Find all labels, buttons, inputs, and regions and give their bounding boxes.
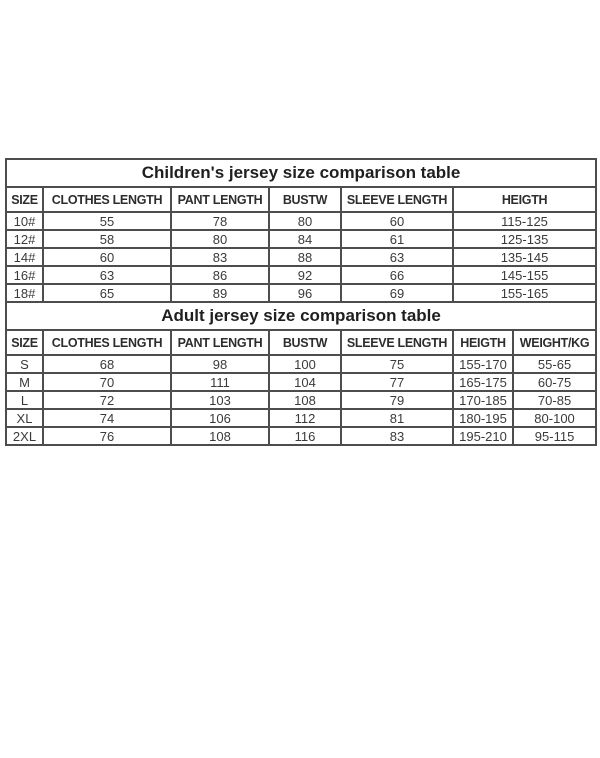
cell-size: 12# [6,230,43,248]
cell-weight: 95-115 [513,427,596,445]
cell-weight: 60-75 [513,373,596,391]
adult-row-2xl [6,427,596,445]
cell-pant-length: 108 [171,427,269,445]
children-header-clothes-length: CLOTHES LENGTH [43,187,171,212]
children-header-bustw: BUSTW [269,187,341,212]
cell-sleeve-length: 63 [341,248,453,266]
cell-heigth: 125-135 [453,230,596,248]
cell-clothes-length: 74 [43,409,171,427]
cell-sleeve-length: 60 [341,212,453,230]
cell-size: M [6,373,43,391]
cell-clothes-length: 68 [43,355,171,373]
cell-pant-length: 106 [171,409,269,427]
cell-pant-length: 111 [171,373,269,391]
cell-sleeve-length: 81 [341,409,453,427]
adult-row-s [6,355,596,373]
children-row-12 [6,230,596,248]
cell-clothes-length: 76 [43,427,171,445]
cell-pant-length: 86 [171,266,269,284]
cell-clothes-length: 72 [43,391,171,409]
cell-clothes-length: 55 [43,212,171,230]
adult-header-size: SIZE [6,330,43,355]
children-row-18 [6,284,596,302]
cell-sleeve-length: 77 [341,373,453,391]
adult-title-row [6,302,596,330]
adult-table-title: Adult jersey size comparison table [6,302,596,330]
cell-sleeve-length: 79 [341,391,453,409]
adult-header-clothes-length: CLOTHES LENGTH [43,330,171,355]
size-chart-container [5,158,595,446]
cell-bustw: 100 [269,355,341,373]
children-row-14 [6,248,596,266]
cell-bustw: 116 [269,427,341,445]
cell-heigth: 135-145 [453,248,596,266]
cell-bustw: 96 [269,284,341,302]
cell-pant-length: 80 [171,230,269,248]
cell-pant-length: 89 [171,284,269,302]
cell-bustw: 80 [269,212,341,230]
cell-bustw: 88 [269,248,341,266]
cell-heigth: 155-165 [453,284,596,302]
children-header-pant-length: PANT LENGTH [171,187,269,212]
adult-row-m [6,373,596,391]
cell-heigth: 180-195 [453,409,513,427]
cell-pant-length: 103 [171,391,269,409]
cell-weight: 55-65 [513,355,596,373]
cell-heigth: 195-210 [453,427,513,445]
adult-header-pant-length: PANT LENGTH [171,330,269,355]
adult-header-bustw: BUSTW [269,330,341,355]
children-header-heigth: HEIGTH [453,187,596,212]
children-row-10 [6,212,596,230]
cell-size: XL [6,409,43,427]
adult-header-row [6,330,596,355]
children-header-sleeve-length: SLEEVE LENGTH [341,187,453,212]
cell-size: 14# [6,248,43,266]
adult-header-sleeve-length: SLEEVE LENGTH [341,330,453,355]
cell-sleeve-length: 66 [341,266,453,284]
cell-clothes-length: 60 [43,248,171,266]
cell-bustw: 104 [269,373,341,391]
cell-size: 16# [6,266,43,284]
cell-clothes-length: 65 [43,284,171,302]
cell-heigth: 170-185 [453,391,513,409]
adult-header-weight: WEIGHT/KG [513,330,596,355]
adult-header-heigth: HEIGTH [453,330,513,355]
cell-clothes-length: 58 [43,230,171,248]
cell-sleeve-length: 75 [341,355,453,373]
cell-clothes-length: 63 [43,266,171,284]
cell-sleeve-length: 61 [341,230,453,248]
children-header-row [6,187,596,212]
children-table-title: Children's jersey size comparison table [6,159,596,187]
adult-row-xl [6,409,596,427]
cell-bustw: 112 [269,409,341,427]
cell-weight: 70-85 [513,391,596,409]
cell-heigth: 155-170 [453,355,513,373]
cell-bustw: 108 [269,391,341,409]
children-header-size: SIZE [6,187,43,212]
cell-heigth: 115-125 [453,212,596,230]
children-row-16 [6,266,596,284]
adult-row-l [6,391,596,409]
children-title-row [6,159,596,187]
cell-size: S [6,355,43,373]
cell-heigth: 145-155 [453,266,596,284]
cell-sleeve-length: 83 [341,427,453,445]
cell-pant-length: 83 [171,248,269,266]
cell-sleeve-length: 69 [341,284,453,302]
cell-size: 2XL [6,427,43,445]
cell-weight: 80-100 [513,409,596,427]
cell-bustw: 84 [269,230,341,248]
cell-bustw: 92 [269,266,341,284]
cell-heigth: 165-175 [453,373,513,391]
cell-size: 10# [6,212,43,230]
cell-pant-length: 98 [171,355,269,373]
size-chart-table [5,158,597,446]
cell-clothes-length: 70 [43,373,171,391]
cell-size: 18# [6,284,43,302]
cell-pant-length: 78 [171,212,269,230]
cell-size: L [6,391,43,409]
